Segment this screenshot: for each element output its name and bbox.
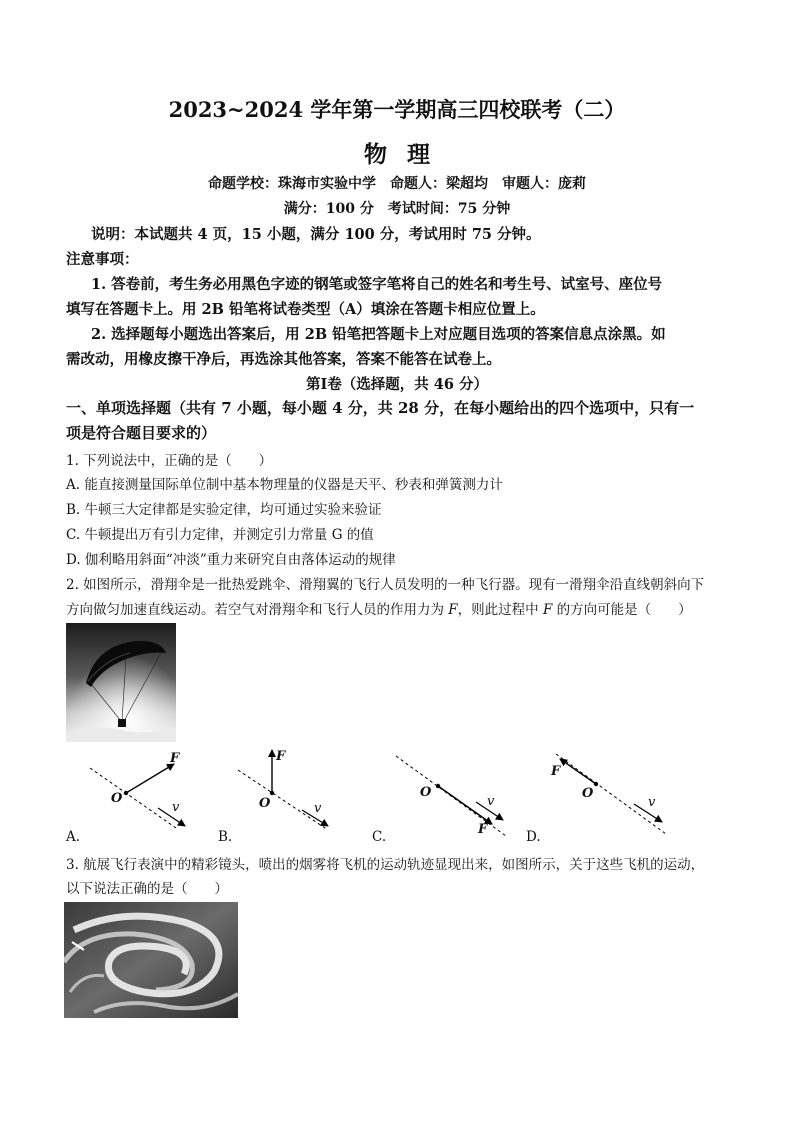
q2-d-label-f: F [551,764,561,779]
q2-d-label-v: v [648,795,656,810]
subject-title: 物理 [364,141,450,168]
part-heading: 第Ⅰ卷（选择题，共 46 分） [305,376,489,393]
q2-force-symbol-2: F [542,602,553,618]
q2-stem-text-2: ，则此过程中 [457,602,543,618]
q1-option-d: D. 伽利略用斜面“冲淡”重力来研究自由落体运动的规律 [66,552,396,568]
q1-option-b: B. 牛顿三大定律都是实验定律，均可通过实验来验证 [66,502,382,518]
q1-option-c: C. 牛顿提出万有引力定律，并测定引力常量 G 的值 [66,527,374,543]
q2-a-label-v: v [172,800,180,815]
score-time-line: 满分：100 分 考试时间：75 分钟 [283,201,511,217]
q2-diagram-d-force-arrow [560,759,596,784]
q2-d-label-o: O [582,786,594,801]
q2-diagram-a [90,764,185,828]
q2-option-c-label: C. [372,829,387,845]
q2-diagram-a-force-arrow [126,764,174,793]
q2-stem-line-1: 2. 如图所示，滑翔伞是一批热爱跳伞、滑翔翼的飞行人员发明的一种飞行器。现有一滑翔伞沿直线朝斜向下 [66,577,705,593]
q2-diagram-c-force-arrow [438,786,495,824]
section-heading-line-1: 一、单项选择题（共有 7 小题，每小题 4 分，共 28 分，在每小题给出的四个选项中，只有一 [66,399,695,417]
q2-b-label-f: F [276,749,286,764]
q2-a-label-f: F [170,751,180,766]
notice-item-2-line-2: 需改动，用橡皮擦干净后，再选涂其他答案，答案不能答在试卷上。 [66,351,501,368]
q2-b-label-v: v [314,801,322,816]
q2-b-label-o: O [259,796,271,811]
exam-note: 说明：本试题共 4 页，15 小题，满分 100 分，考试用时 75 分钟。 [91,226,541,243]
paraglider-photo [66,623,176,742]
q2-diagram-d [556,754,666,834]
notice-heading: 注意事项： [66,251,139,268]
notice-item-1-line-1: 1. 答卷前，考生务必用黑色字迹的钢笔或签字笔将自己的姓名和考生号、试室号、座位号 [91,276,663,293]
q2-a-label-o: O [111,791,123,806]
q2-c-label-o: O [420,785,432,800]
q1-stem: 1. 下列说法中，正确的是（ ） [66,453,273,469]
q1-option-a: A. 能直接测量国际单位制中基本物理量的仪器是天平、秒表和弹簧测力计 [66,477,503,493]
notice-item-2-line-1: 2. 选择题每小题选出答案后，用 2B 铅笔把答题卡上对应题目选项的答案信息点涂黑。如 [91,326,666,343]
notice-item-1-line-2: 填写在答题卡上。用 2B 铅笔将试卷类型（A）填涂在答题卡相应位置上。 [66,301,545,318]
q2-c-label-f: F [478,822,488,837]
q2-stem-text-1: 方向做匀加速直线运动。若空气对滑翔伞和飞行人员的作用力为 [66,602,449,618]
section-heading-line-2: 项是符合题目要求的） [66,424,217,442]
author-line: 命题学校：珠海市实验中学 命题人：梁超均 审题人：庞莉 [208,176,586,192]
q2-force-symbol-1: F [448,602,458,618]
q3-stem-line-1: 3. 航展飞行表演中的精彩镜头，喷出的烟雾将飞机的运动轨迹显现出来，如图所示，关于这些飞机的运动， [66,857,705,873]
exam-title: 2023~2024 学年第一学期高三四校联考（二） [168,97,626,122]
q3-stem-line-2: 以下说法正确的是（ ） [66,881,228,897]
q2-stem-line-2 [66,598,692,618]
q2-c-label-v: v [487,794,495,809]
q2-stem-text-3: 的方向可能是（ ） [552,602,692,618]
q2-option-b-label: B. [218,829,233,845]
q2-option-d-label: D. [526,829,541,845]
smoke-trail-photo [64,902,238,1018]
q2-option-a-label: A. [66,829,81,845]
